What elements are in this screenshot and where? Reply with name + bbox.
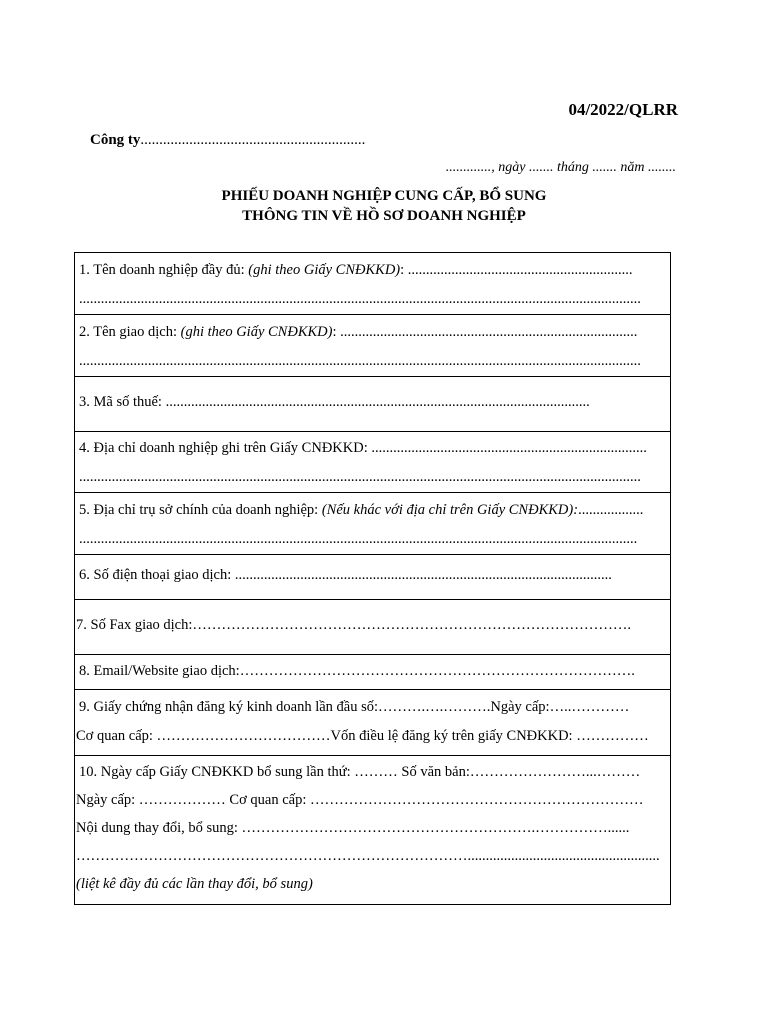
field-full-name-note: (ghi theo Giấy CNĐKKD): [248, 262, 401, 278]
field-amendments-note: [75, 870, 670, 898]
field-full-name-continuation: ...........................................................................................................................................................: [79, 291, 641, 307]
field-head-office-continuation: ..........................................................................................................................................................: [79, 531, 638, 547]
field-trade-name-label: 2. Tên giao dịch:: [79, 324, 181, 340]
field-row-tax-code: [75, 377, 671, 432]
field-trade-name-continuation: ...........................................................................................................................................................: [79, 353, 641, 369]
field-row-phone: [75, 555, 671, 600]
field-fax-label: 7. Số Fax giao dịch:……………………………………………………………………………….: [76, 617, 632, 633]
field-trade-name-blank: : ..................................................................................: [332, 324, 638, 340]
field-email-website-label: 8. Email/Website giao dịch:……………………………………………………………………….: [79, 663, 635, 679]
field-amendments-line-4: ……………………………………………………………………….....................................................: [76, 848, 660, 864]
field-head-office-note: (Nếu khác với địa chỉ trên Giấy CNĐKKD):: [321, 502, 579, 518]
field-first-registration-line-1: 9. Giấy chứng nhận đăng ký kinh doanh lần đầu số:……….….……….Ngày cấp:…..…………: [79, 699, 630, 715]
field-amendments-note-text: (liệt kê đầy đủ các lần thay đổi, bổ sung): [76, 876, 313, 892]
field-registered-address-label: 4. Địa chỉ doanh nghiệp ghi trên Giấy CNĐKKD: ............................................................................: [79, 440, 647, 456]
field-row-first-registration: [75, 690, 671, 756]
field-full-name-label: 1. Tên doanh nghiệp đầy đủ:: [79, 262, 249, 278]
company-label: Công ty: [90, 132, 141, 148]
document-code: 04/2022/QLRR: [568, 100, 678, 119]
field-amendments-line-1: 10. Ngày cấp Giấy CNĐKKD bổ sung lần thứ: ……… Số văn bản:……………………...………: [79, 764, 641, 780]
company-blank: ............................................................: [140, 132, 366, 148]
field-trade-name-note: (ghi theo Giấy CNĐKKD): [180, 324, 333, 340]
field-row-fax: [75, 600, 671, 655]
field-phone-label: 6. Số điện thoại giao dịch: ........................................................................................................: [79, 567, 612, 583]
date-line: ............., ngày ....... tháng ....... năm ........: [445, 160, 676, 175]
field-row-full-name: [75, 253, 671, 315]
form-title-line-1: PHIẾU DOANH NGHIỆP CUNG CẤP, BỔ SUNG: [221, 188, 547, 204]
field-trade-name-line: [75, 318, 670, 347]
field-row-amendments: [75, 756, 671, 905]
field-tax-code-label: 3. Mã số thuế: .....................................................................................................................: [79, 394, 590, 410]
field-amendments-line-2: Ngày cấp: ……………… Cơ quan cấp: ……………………………………………………………: [76, 792, 644, 808]
field-amendments-line-3: Nội dung thay đổi, bổ sung: …………………………………………………….……………......: [76, 820, 630, 836]
field-first-registration-line-2: Cơ quan cấp: ………………………………Vốn điều lệ đăng ký trên giấy CNĐKKD: ……………: [76, 728, 649, 744]
field-registered-address-continuation: ...........................................................................................................................................................: [79, 469, 641, 485]
info-form-table: [74, 252, 671, 905]
field-row-trade-name: [75, 315, 671, 377]
field-row-email-website: [75, 655, 671, 690]
form-title-line-2: THÔNG TIN VỀ HỒ SƠ DOANH NGHIỆP: [242, 208, 526, 224]
field-full-name-blank: : ..............................................................: [400, 262, 633, 278]
field-row-registered-address: [75, 432, 671, 493]
field-head-office-blank: ..................: [578, 502, 644, 518]
field-row-head-office: [75, 493, 671, 555]
field-head-office-label: 5. Địa chỉ trụ sở chính của doanh nghiệp:: [79, 502, 322, 518]
field-head-office-line: [75, 496, 670, 525]
field-full-name-line: [75, 256, 670, 285]
company-line: [90, 132, 365, 149]
